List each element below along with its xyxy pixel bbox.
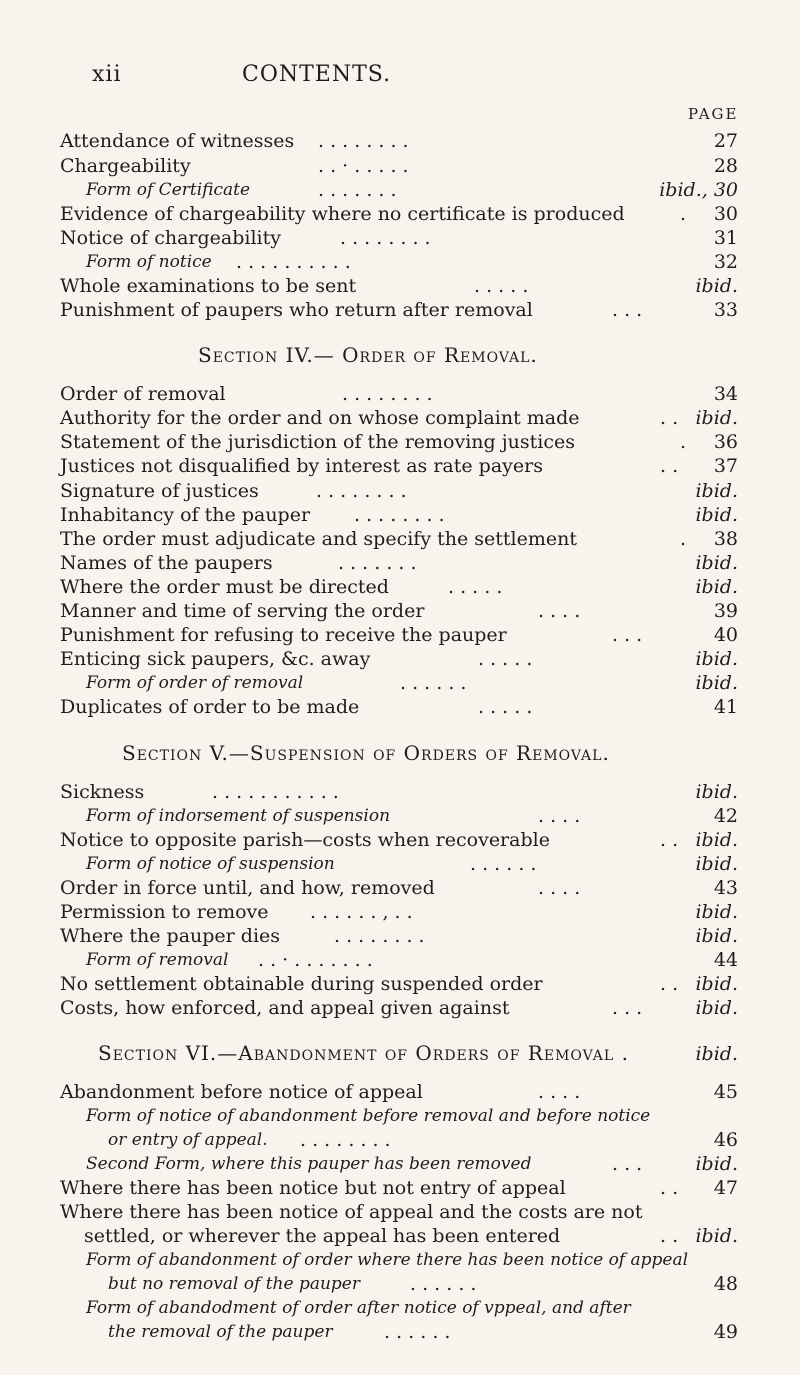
toc-entry: Statement of the jurisdiction of the removing justices . 36: [60, 431, 738, 453]
toc-entry: Form of removal . . · . . . . . . . 44: [86, 949, 738, 971]
toc-entry: Where there has been notice of appeal and the costs are not: [60, 1201, 643, 1223]
toc-entry: Sickness . . . . . . . . . . . ibid.: [60, 781, 738, 803]
toc-entry: Form of order of removal . . . . . . ibid.: [86, 672, 738, 694]
toc-entry: Second Form, where this pauper has been removed . . . ibid.: [86, 1153, 738, 1175]
toc-entry: Order of removal . . . . . . . . 34: [60, 383, 738, 405]
toc-entry: Duplicates of order to be made . . . . . 41: [60, 696, 738, 718]
toc-entry: Enticing sick paupers, &c. away . . . . . ibid.: [60, 648, 738, 670]
toc-entry: Punishment of paupers who return after removal . . . 33: [60, 299, 738, 321]
toc-entry: Justices not disqualified by interest as rate payers . . 37: [60, 455, 738, 477]
section-heading: Section VI.—Abandonment of Orders of Removal .: [98, 1041, 629, 1065]
toc-entry: Permission to remove . . . . . . , . . ibid.: [60, 901, 738, 923]
page-title: CONTENTS.: [242, 62, 392, 87]
toc-entry: Signature of justices . . . . . . . . ibid.: [60, 480, 738, 502]
section-heading: Section V.—Suspension of Orders of Removal.: [122, 741, 610, 765]
toc-entry: Form of notice of abandonment before removal and before notice: [86, 1106, 651, 1126]
toc-entry: Authority for the order and on whose complaint made . . ibid.: [60, 407, 738, 429]
toc-entry: Evidence of chargeability where no certificate is produced . 30: [60, 203, 738, 225]
toc-entry-continued: settled, or wherever the appeal has been entered . . ibid.: [84, 1225, 738, 1247]
toc-entry: Attendance of witnesses . . . . . . . . 27: [60, 130, 738, 152]
toc-entry: Notice to opposite parish—costs when recoverable . . ibid.: [60, 829, 738, 851]
toc-entry: Chargeability . . · . . . . . 28: [60, 155, 738, 177]
toc-entry: Where the order must be directed . . . . . ibid.: [60, 576, 738, 598]
toc-entry: Form of abandodment of order after notice of vppeal, and after: [86, 1298, 631, 1318]
toc-entry: Notice of chargeability . . . . . . . . 31: [60, 227, 738, 249]
toc-entry-continued: the removal of the pauper . . . . . . 49: [108, 1321, 738, 1343]
page-column-label: PAGE: [688, 105, 739, 123]
toc-entry: Whole examinations to be sent . . . . . ibid.: [60, 275, 738, 297]
toc-entry: Names of the paupers . . . . . . . ibid.: [60, 552, 738, 574]
running-head: [0, 62, 800, 92]
section-heading: Section IV.— Order of Removal.: [198, 343, 538, 367]
toc-entry: Manner and time of serving the order . . . . 39: [60, 600, 738, 622]
toc-entry: Order in force until, and how, removed . . . . 43: [60, 877, 738, 899]
toc-entry: Inhabitancy of the pauper . . . . . . . . ibid.: [60, 504, 738, 526]
toc-entry: Where the pauper dies . . . . . . . . ibid.: [60, 925, 738, 947]
toc-entry: Where there has been notice but not entry of appeal . . 47: [60, 1177, 738, 1199]
toc-entry: Form of Certificate . . . . . . . ibid., 30: [86, 179, 738, 201]
toc-entry: Costs, how enforced, and appeal given against . . . ibid.: [60, 997, 738, 1019]
toc-entry: Form of indorsement of suspension . . . . 42: [86, 805, 738, 827]
toc-entry: No settlement obtainable during suspended order . . ibid.: [60, 973, 738, 995]
page-folio: xii: [92, 62, 122, 87]
toc-entry: Form of notice of suspension . . . . . . ibid.: [86, 853, 738, 875]
toc-entry-continued: or entry of appeal. . . . . . . . . 46: [108, 1129, 738, 1151]
section-heading-page: ibid.: [695, 1043, 738, 1065]
toc-entry: Form of abandonment of order where there has been notice of appeal: [86, 1250, 689, 1270]
toc-entry: Punishment for refusing to receive the pauper . . . 40: [60, 624, 738, 646]
toc-entry: The order must adjudicate and specify the settlement . 38: [60, 528, 738, 550]
toc-entry-continued: but no removal of the pauper . . . . . . 48: [108, 1273, 738, 1295]
toc-entry: Form of notice . . . . . . . . . . 32: [86, 251, 738, 273]
toc-entry: Abandonment before notice of appeal . . . . 45: [60, 1081, 738, 1103]
